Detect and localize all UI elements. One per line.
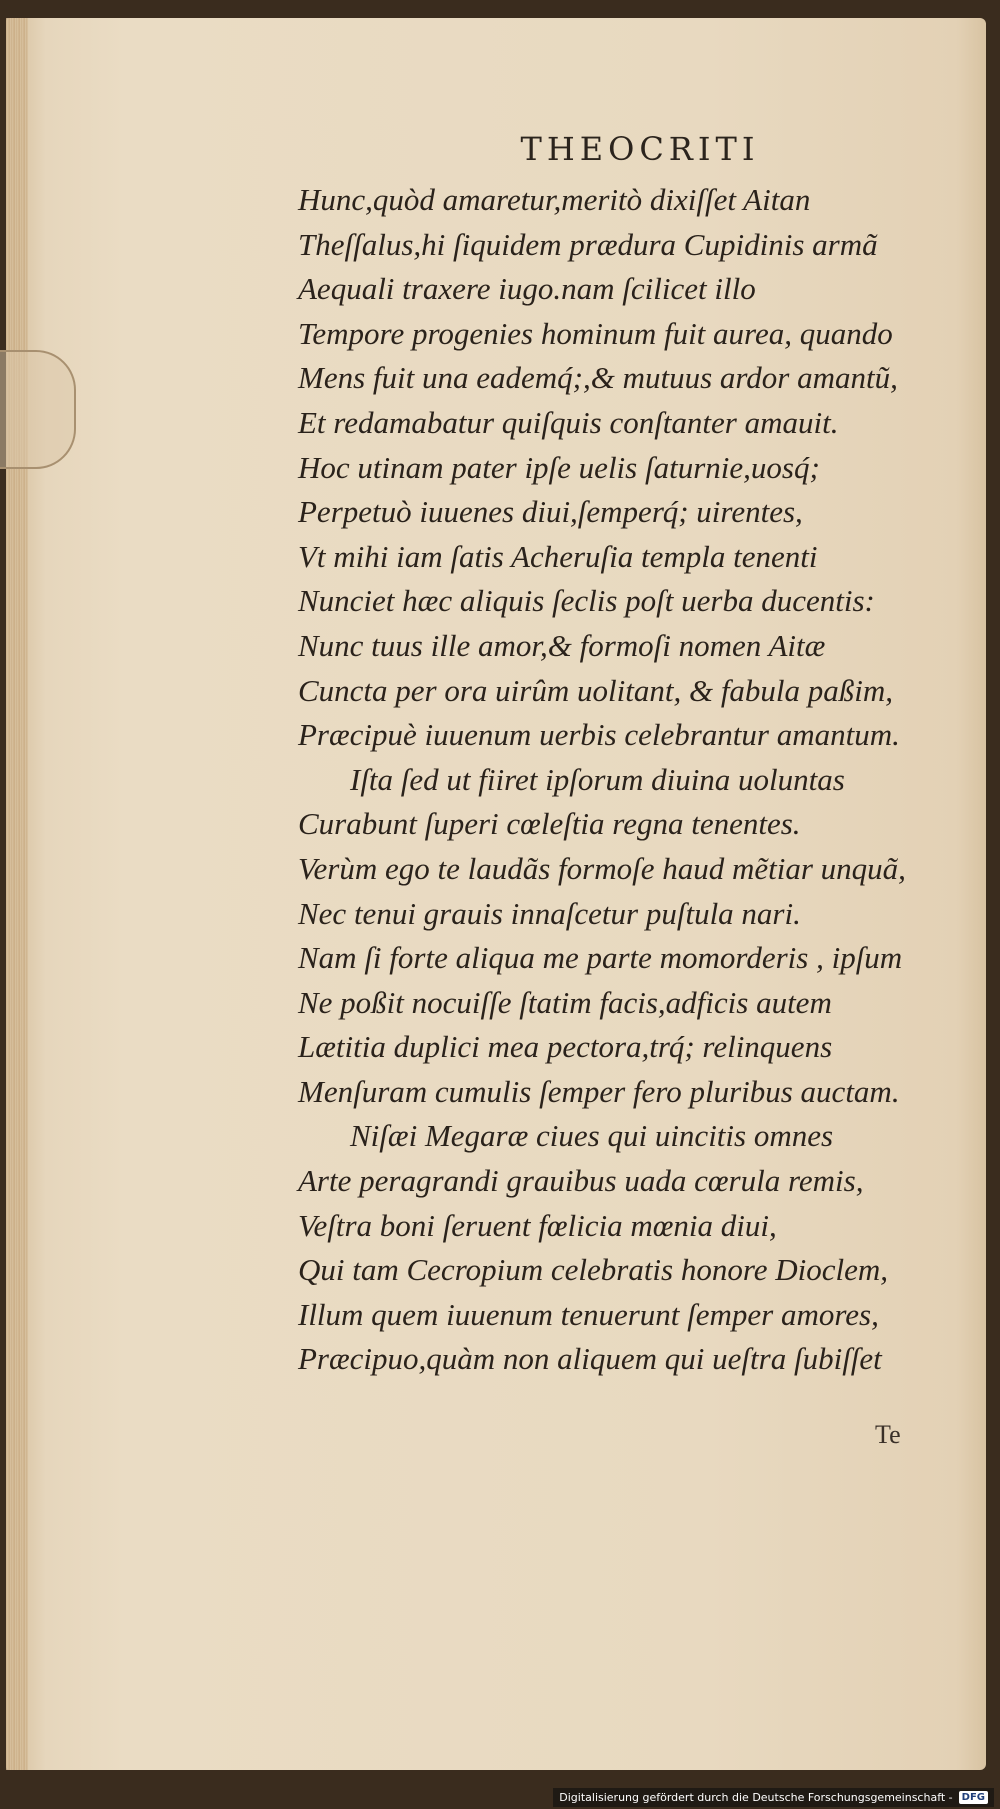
verse-line: Nec tenui grauis innaſcetur puſtula nari. (298, 895, 801, 931)
verse-line: Præcipuo,quàm non aliquem qui ueſtra ſubiſſet (298, 1341, 882, 1377)
page-edge (6, 18, 28, 1770)
verse-text-block (298, 178, 988, 1382)
dfg-logo: DFG (959, 1791, 988, 1804)
verse-line: Perpetuò iuuenes diui,ſemperq́; uirentes, (298, 494, 803, 530)
verse-line: Nunciet hæc aliquis ſeclis poſt uerba ducentis: (298, 583, 875, 619)
verse-line: Theſſalus,hi ſiquidem prædura Cupidinis armã (298, 226, 878, 262)
verse-line: Iſta ſed ut fiiret ipſorum diuina uoluntas (350, 761, 845, 797)
verse-line: Qui tam Cecropium celebratis honore Dioclem, (298, 1252, 889, 1288)
verse-line: Veſtra boni ſeruent fœlicia mœnia diui, (298, 1207, 777, 1243)
verse-line: Niſæi Megaræ ciues qui uincitis omnes (350, 1118, 834, 1154)
book-clasp (0, 350, 76, 469)
verse-line: Lætitia duplici mea pectora,trq́; relinquens (298, 1029, 833, 1065)
verse-line: Vt mihi iam ſatis Acheruſia templa tenenti (298, 538, 818, 574)
verse-line: Verùm ego te laudãs formoſe haud mẽtiar unquã, (298, 850, 906, 886)
verse-line: Nunc tuus ille amor,& formoſi nomen Aitæ (298, 627, 826, 663)
digitization-credit (553, 1788, 994, 1807)
verse-line: Illum quem iuuenum tenuerunt ſemper amores, (298, 1296, 879, 1332)
verse-line: Præcipuè iuuenum uerbis celebrantur amantum. (298, 717, 900, 753)
verse-line: Cuncta per ora uirûm uolitant, & fabula paßim, (298, 672, 894, 708)
verse-line: Arte peragrandi grauibus uada cœrula remis, (298, 1163, 864, 1199)
verse-line: Et redamabatur quiſquis conſtanter amauit. (298, 404, 839, 440)
verse-line: Menſuram cumulis ſemper fero pluribus auctam. (298, 1073, 900, 1109)
running-header: THEOCRITI (520, 130, 760, 168)
verse-line: Mens fuit una eademq́;,& mutuus ardor amantũ, (298, 360, 898, 396)
verse-line: Ne poßit nocuiſſe ſtatim facis,adficis autem (298, 984, 832, 1020)
verse-line: Hunc,quòd amaretur,meritò dixiſſet Aitan (298, 182, 811, 217)
catchword: Te (875, 1420, 901, 1449)
verse-line: Curabunt ſuperi cœleſtia regna tenentes. (298, 806, 801, 842)
verse-line: Aequali traxere iugo.nam ſcilicet illo (298, 271, 756, 307)
verse-line: Tempore progenies hominum fuit aurea, quando (298, 315, 893, 351)
verse-line: Nam ſi forte aliqua me parte momorderis , ipſum (298, 940, 903, 976)
credit-text: Digitalisierung gefördert durch die Deutsche Forschungsgemeinschaft - (559, 1791, 953, 1804)
verse-line: Hoc utinam pater ipſe uelis ſaturnie,uosq́; (298, 449, 820, 485)
